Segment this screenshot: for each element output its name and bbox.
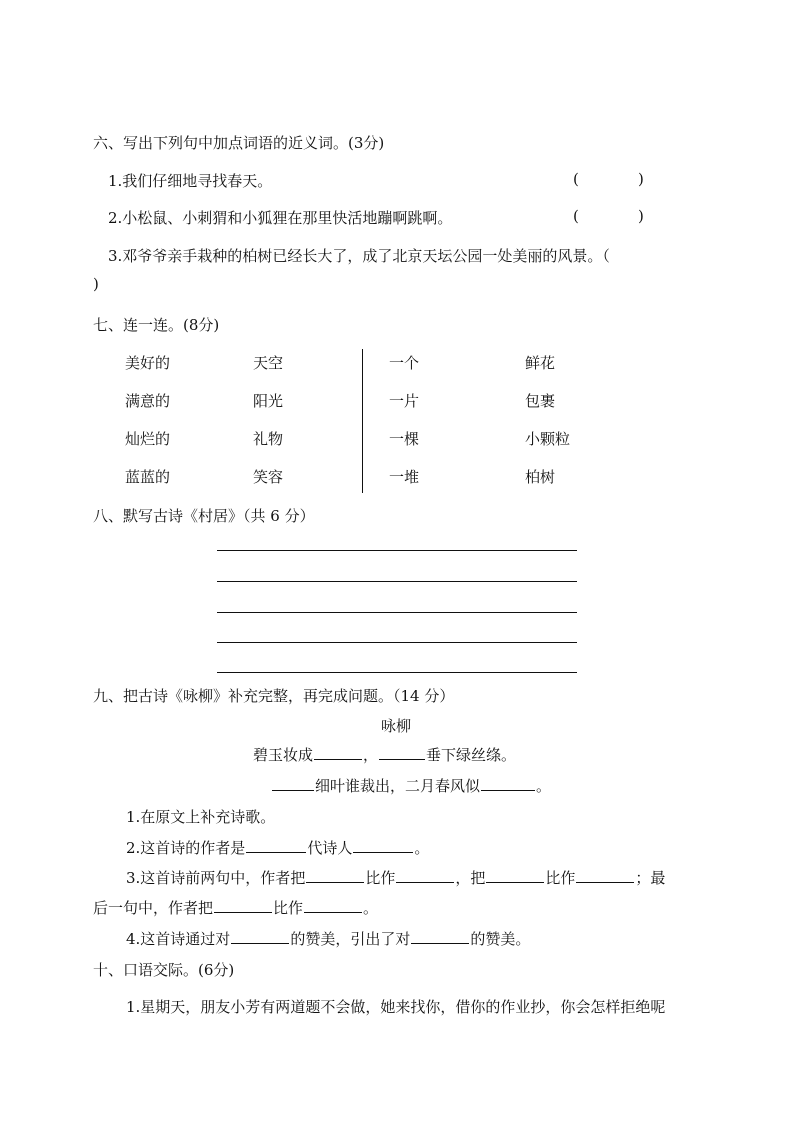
- writing-line[interactable]: [217, 612, 577, 613]
- fill-blank[interactable]: [246, 837, 306, 853]
- match-right-word: 一棵: [389, 430, 420, 448]
- match-left-word: 满意的: [125, 392, 171, 410]
- match-right-word: 一片: [389, 392, 420, 410]
- sec9-question-3: [126, 867, 665, 888]
- poem-comma: ，: [363, 746, 379, 764]
- fill-blank[interactable]: [304, 897, 362, 913]
- writing-line[interactable]: [217, 581, 577, 582]
- column-divider: [362, 349, 363, 493]
- q2-text: 2.这首诗的作者是: [126, 839, 246, 857]
- section-10-title: 十、口语交际。(6分): [93, 961, 235, 979]
- section-9-title: 九、把古诗《咏柳》补充完整，再完成问题。（14 分）: [93, 687, 455, 705]
- writing-line[interactable]: [217, 672, 577, 673]
- match-right-target: 小颗粒: [525, 430, 571, 448]
- match-left-word: 美好的: [125, 354, 171, 372]
- match-right-target: 柏树: [525, 468, 556, 486]
- poem-line-2: [271, 775, 551, 796]
- match-right-target: 包裹: [525, 392, 556, 410]
- section-8-title: 八、默写古诗《村居》（共 6 分）: [93, 507, 315, 525]
- fill-blank[interactable]: [396, 867, 454, 883]
- fill-blank[interactable]: [411, 928, 469, 944]
- poem-line-1: [253, 744, 516, 765]
- fill-blank[interactable]: [214, 897, 272, 913]
- fill-blank[interactable]: [314, 744, 362, 760]
- fill-blank[interactable]: [231, 928, 289, 944]
- q2-end: 。: [414, 839, 430, 857]
- match-right-word: 一堆: [389, 468, 420, 486]
- writing-line[interactable]: [217, 550, 577, 551]
- poem-line-1-text: 碧玉妆成: [253, 746, 314, 764]
- q3-end: 。: [363, 899, 379, 917]
- fill-blank[interactable]: [353, 837, 413, 853]
- sec6-question-3: 3.邓爷爷亲手栽种的柏树已经长大了，成了北京天坛公园一处美丽的风景。（: [108, 247, 610, 265]
- fill-blank[interactable]: [486, 867, 544, 883]
- sec10-question-1: 1.星期天，朋友小芳有两道题不会做，她来找你，借你的作业抄，你会怎样拒绝呢: [126, 998, 666, 1016]
- sec6-question-3-tail: ): [93, 275, 99, 293]
- q4-text: 4.这首诗通过对: [126, 930, 231, 948]
- poem-line-2-text: 细叶谁裁出，二月春风似: [315, 777, 481, 795]
- sec6-question-1: 1.我们仔细地寻找春天。: [108, 172, 273, 190]
- sec9-question-4: [126, 928, 530, 949]
- match-left-target: 笑容: [253, 468, 284, 486]
- sec9-question-1: 1.在原文上补充诗歌。: [126, 808, 276, 826]
- sec9-question-2: [126, 837, 429, 858]
- q3-text: 比作: [365, 869, 396, 887]
- fill-blank[interactable]: [272, 775, 314, 791]
- q4-end: 的赞美。: [470, 930, 531, 948]
- match-left-word: 灿烂的: [125, 430, 171, 448]
- q3-text: ，把: [455, 869, 486, 887]
- poem-line-1-end: 垂下绿丝绦。: [426, 746, 517, 764]
- fill-blank[interactable]: [306, 867, 364, 883]
- match-left-word: 蓝蓝的: [125, 468, 171, 486]
- match-left-target: 阳光: [253, 392, 284, 410]
- writing-line[interactable]: [217, 642, 577, 643]
- fill-blank[interactable]: [379, 744, 425, 760]
- answer-paren-open: (: [573, 207, 579, 225]
- q3-text: 3.这首诗前两句中，作者把: [126, 869, 306, 887]
- q4-text: 的赞美，引出了对: [290, 930, 411, 948]
- q2-text: 代诗人: [307, 839, 353, 857]
- section-6-title: 六、写出下列句中加点词语的近义词。(3分): [93, 134, 385, 152]
- fill-blank[interactable]: [481, 775, 535, 791]
- poem-line-2-end: 。: [536, 777, 552, 795]
- answer-paren-close: ): [638, 170, 644, 188]
- q3-text: 比作: [273, 899, 304, 917]
- answer-paren-open: (: [573, 170, 579, 188]
- q3-text: ；最: [635, 869, 666, 887]
- q3-text: 比作: [545, 869, 576, 887]
- match-right-word: 一个: [389, 354, 420, 372]
- answer-paren-close: ): [638, 207, 644, 225]
- section-7-title: 七、连一连。(8分): [93, 316, 220, 334]
- match-right-target: 鲜花: [525, 354, 556, 372]
- poem-title: 咏柳: [381, 717, 412, 735]
- match-left-target: 天空: [253, 354, 284, 372]
- sec6-question-2: 2.小松鼠、小刺猬和小狐狸在那里快活地蹦啊跳啊。: [108, 209, 453, 227]
- q3-text: 后一句中，作者把: [93, 899, 214, 917]
- match-left-target: 礼物: [253, 430, 284, 448]
- fill-blank[interactable]: [576, 867, 634, 883]
- sec9-question-3-cont: [93, 897, 378, 918]
